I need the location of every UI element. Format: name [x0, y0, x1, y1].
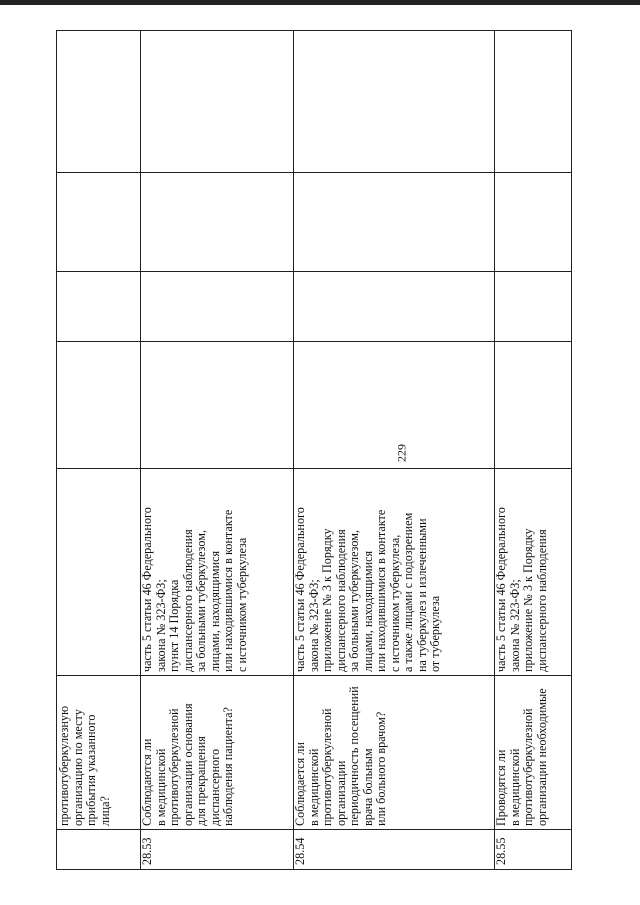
top-border — [0, 0, 640, 5]
reference-line: пункт 14 Порядка — [167, 579, 181, 672]
question-line: организации основания — [180, 703, 195, 826]
question-line: противотуберкулезной — [167, 708, 181, 826]
reference-line: закона № 323-ФЗ; — [153, 579, 168, 672]
reference-line: лицами, находящимися — [207, 550, 222, 672]
question-line: Проводятся ли — [494, 749, 508, 826]
reference-cell — [140, 469, 293, 676]
reference-line: на туберкулез и излеченными — [414, 518, 429, 672]
question-line: врача больным — [360, 748, 375, 826]
question-line: наблюдения пациента? — [221, 707, 235, 826]
question-cell — [494, 676, 573, 830]
question-cell — [140, 676, 293, 830]
reference-line: закона № 323-ФЗ; — [306, 579, 321, 672]
question-line: организацию по месту — [70, 709, 85, 826]
reference-line: или находившимися в контакте — [221, 509, 235, 672]
question-line: для прекращения — [194, 736, 208, 826]
reference-line: за больными туберкулезом, — [194, 530, 208, 672]
reference-cell — [494, 469, 573, 676]
question-line: периодичность посещений — [347, 686, 361, 826]
reference-line: приложение № 3 к Порядку — [521, 528, 535, 672]
reference-cell — [293, 469, 494, 676]
reference-line: часть 5 статьи 46 Федерального — [140, 507, 154, 672]
reference-line: с источником туберкулеза — [234, 537, 249, 672]
reference-line: с источником туберкулеза, — [387, 534, 402, 672]
rotated-table-wrapper — [56, 30, 572, 870]
requirements-table — [56, 30, 572, 870]
question-line: противотуберкулезную — [57, 705, 71, 826]
reference-line: часть 5 статьи 46 Федерального — [494, 507, 508, 672]
question-line: противотуберкулезной — [320, 708, 334, 826]
reference-line: за больными туберкулезом, — [347, 530, 361, 672]
question-line: Соблюдаются ли — [140, 738, 154, 826]
row-number: 28.54 — [293, 837, 307, 865]
question-line: в медицинской — [306, 748, 321, 826]
row-number: 28.55 — [494, 837, 508, 865]
question-line: Соблюдается ли — [293, 742, 307, 826]
page-number: 229 — [394, 444, 409, 462]
question-line: организации необходимые — [534, 688, 549, 826]
question-line: лица? — [97, 796, 112, 826]
question-line: в медицинской — [153, 748, 168, 826]
reference-line: или находившимися в контакте — [374, 509, 388, 672]
question-line: организации — [333, 760, 348, 826]
row-number: 28.53 — [140, 837, 154, 865]
reference-line: лицами, находящимися — [360, 550, 375, 672]
question-line: прибытия указанного — [84, 714, 98, 826]
question-line: в медицинской — [507, 748, 522, 826]
question-line: или больного врачом? — [374, 711, 388, 826]
question-cell — [57, 676, 140, 830]
reference-line: от туберкулеза — [428, 595, 442, 672]
reference-line: часть 5 статьи 46 Федерального — [293, 507, 307, 672]
reference-line: приложение № 3 к Порядку — [320, 528, 334, 672]
reference-line: диспансерного наблюдения — [180, 529, 195, 672]
reference-line: диспансерного наблюдения — [534, 529, 549, 672]
question-line: диспансерного — [207, 748, 222, 826]
question-line: противотуберкулезной — [521, 708, 535, 826]
reference-line: а также лицами с подозрением — [401, 512, 415, 672]
reference-line: диспансерного наблюдения — [333, 529, 348, 672]
reference-line: закона № 323-ФЗ; — [507, 579, 522, 672]
question-cell — [293, 676, 494, 830]
